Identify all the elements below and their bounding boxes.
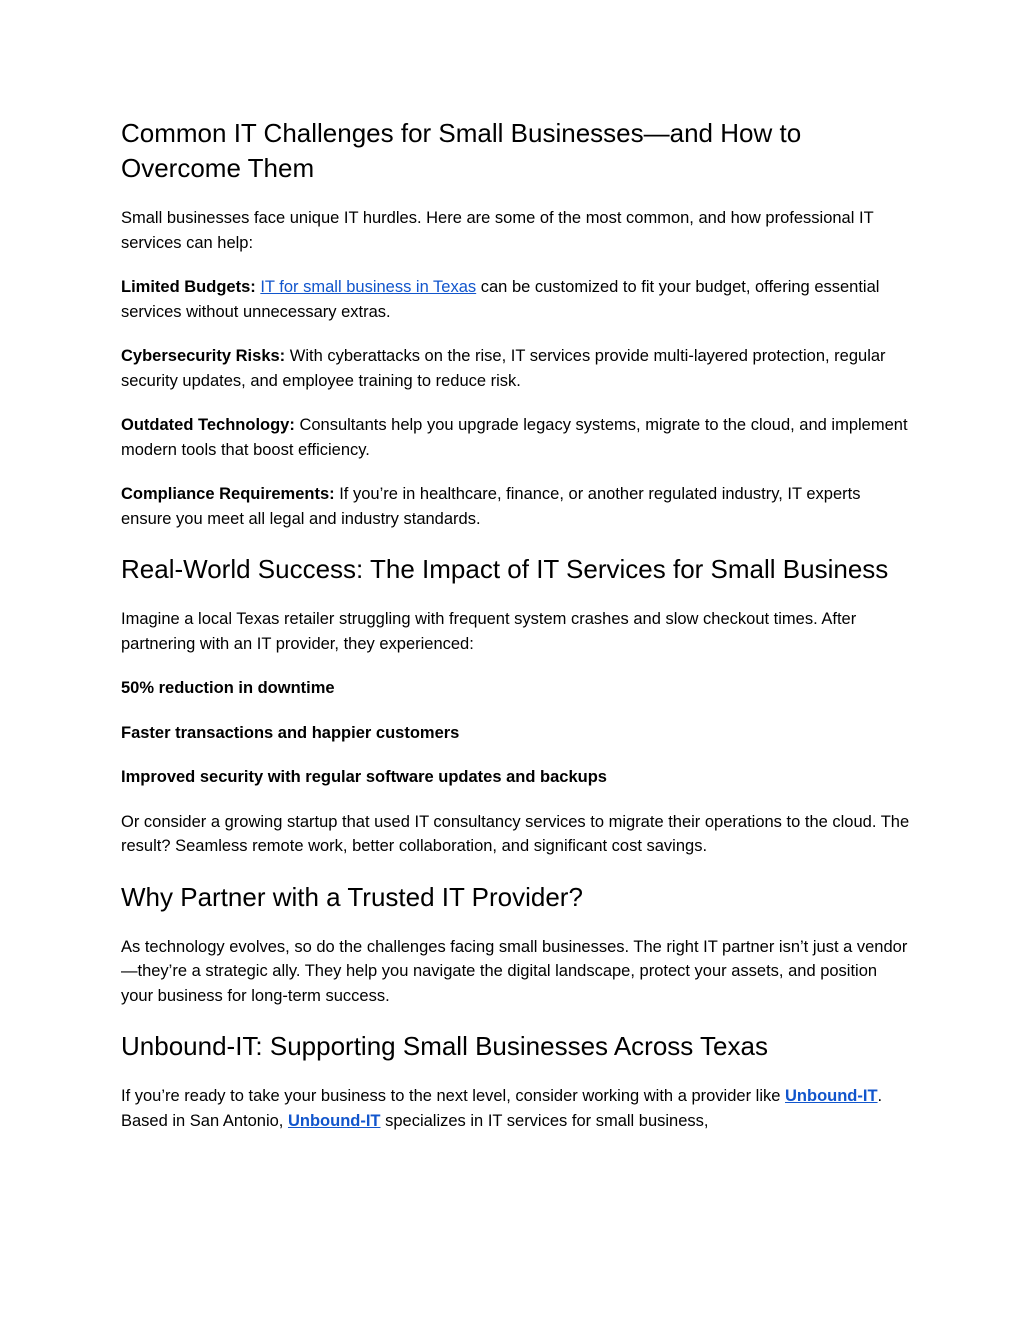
item-text: If you’re in healthcare, finance, or another regulated industry, IT experts ensure you meet all legal and industry standards. bbox=[121, 485, 861, 528]
item-label: Outdated Technology: bbox=[121, 416, 295, 434]
item-text: can be customized to fit your budget, offering essential services without unnecessary extras. bbox=[121, 278, 880, 321]
result-item bbox=[121, 676, 911, 701]
list-item-limited-budgets bbox=[121, 275, 911, 324]
list-item-cybersecurity-risks bbox=[121, 344, 911, 393]
section-heading-trusted-provider: Why Partner with a Trusted IT Provider? bbox=[121, 881, 583, 912]
result-text: 50% reduction in downtime bbox=[121, 679, 335, 697]
section-intro: Imagine a local Texas retailer struggling with frequent system crashes and slow checkout times. After partnering with an IT provider, they experienced: bbox=[121, 610, 857, 653]
unbound-it-link[interactable]: Unbound-IT bbox=[785, 1087, 878, 1105]
result-item bbox=[121, 765, 911, 790]
item-text: With cyberattacks on the rise, IT services provide multi-layered protection, regular security updates, and employee training to reduce risk. bbox=[121, 347, 886, 390]
section-heading-real-world-success: Real-World Success: The Impact of IT Services for Small Business bbox=[121, 554, 889, 584]
body-text: specializes in IT services for small business, bbox=[380, 1111, 709, 1130]
section-body bbox=[121, 1084, 911, 1133]
it-small-business-texas-link[interactable]: IT for small business in Texas bbox=[260, 278, 477, 296]
result-item bbox=[121, 721, 911, 746]
section-closing: Or consider a growing startup that used IT consultancy services to migrate their operations to the cloud. The result? Seamless remote work, better collaboration, and significant cost savings. bbox=[121, 812, 910, 855]
item-label: Cybersecurity Risks: bbox=[121, 347, 286, 365]
section-intro: Small businesses face unique IT hurdles. Here are some of the most common, and how professional IT services can help: bbox=[121, 209, 874, 252]
document-page bbox=[121, 116, 911, 1133]
section-heading-unbound-it: Unbound-IT: Supporting Small Businesses Across Texas bbox=[121, 1031, 768, 1061]
body-text: If you’re ready to take your business to the next level, consider working with a provider like bbox=[121, 1087, 785, 1105]
result-text: Improved security with regular software updates and backups bbox=[121, 768, 607, 786]
list-item-compliance-requirements bbox=[121, 482, 911, 531]
section-heading-it-challenges: Common IT Challenges for Small Businesses—and How to Overcome Them bbox=[121, 118, 802, 183]
section-body: As technology evolves, so do the challenges facing small businesses. The right IT partner isn’t just a vendor—they’re a strategic ally. They help you navigate the digital landscape, protect your assets, and position your business for long-term success. bbox=[121, 937, 908, 1005]
item-label: Limited Budgets: bbox=[121, 278, 256, 296]
item-text: Consultants help you upgrade legacy systems, migrate to the cloud, and implement modern tools that boost efficiency. bbox=[121, 416, 908, 459]
body-text: . Based in San Antonio, bbox=[121, 1087, 883, 1130]
result-text: Faster transactions and happier customers bbox=[121, 723, 460, 742]
item-label: Compliance Requirements: bbox=[121, 485, 335, 503]
unbound-it-link[interactable]: Unbound-IT bbox=[287, 1111, 381, 1130]
list-item-outdated-technology bbox=[121, 413, 911, 462]
